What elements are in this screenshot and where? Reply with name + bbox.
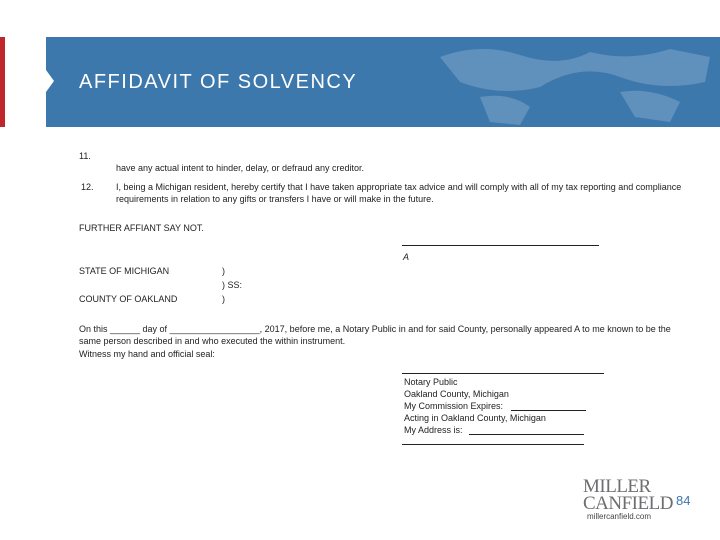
venue-county: COUNTY OF OAKLAND [79,294,178,304]
venue-ss: ) SS: [222,280,243,290]
address-blank-line [469,434,584,435]
slide-title: AFFIDAVIT OF SOLVENCY [79,71,358,93]
notary-acting: Acting in Oakland County, Michigan [404,413,546,423]
logo-text: MILLER [583,476,651,497]
affiant-signature-line [402,245,599,246]
notary-signature-line [402,373,604,374]
jurat-text: On this ______ day of __________________, 2017, before me, a Notary Public in and for said County, personally appeared A to me known to be the same person described in and who executed the within instrument. [79,324,671,346]
address-line-2 [402,444,584,445]
notary-county: Oakland County, Michigan [404,389,509,399]
accent-bar [0,37,5,127]
item-number: 12. [81,182,94,192]
item-text: I, being a Michigan resident, hereby certify that I have taken appropriate tax advice and will comply with all of my tax reporting and compliance requirements in relation to any gifts or transfers I have or will make in the future. [116,182,682,204]
banner-notch [46,70,54,92]
world-map-graphic [420,37,720,127]
page-number: 84 [676,493,691,508]
further-affiant-text: FURTHER AFFIANT SAY NOT. [79,223,204,233]
venue-paren: ) [222,294,225,304]
venue-state: STATE OF MICHIGAN [79,266,170,276]
logo-text: CANFIELD [583,493,673,514]
venue-paren: ) [222,266,225,276]
witness-text: Witness my hand and official seal: [79,349,215,359]
notary-commission: My Commission Expires: [404,401,504,411]
item-text: have any actual intent to hinder, delay, or defraud any creditor. [116,163,364,173]
notary-title: Notary Public [404,377,458,387]
miller-canfield-logo [583,476,673,514]
notary-address: My Address is: [404,425,463,435]
item-number: 11. [79,151,91,161]
commission-blank-line [511,410,586,411]
logo-url: millercanfield.com [587,512,652,521]
affiant-name: A [403,252,410,262]
